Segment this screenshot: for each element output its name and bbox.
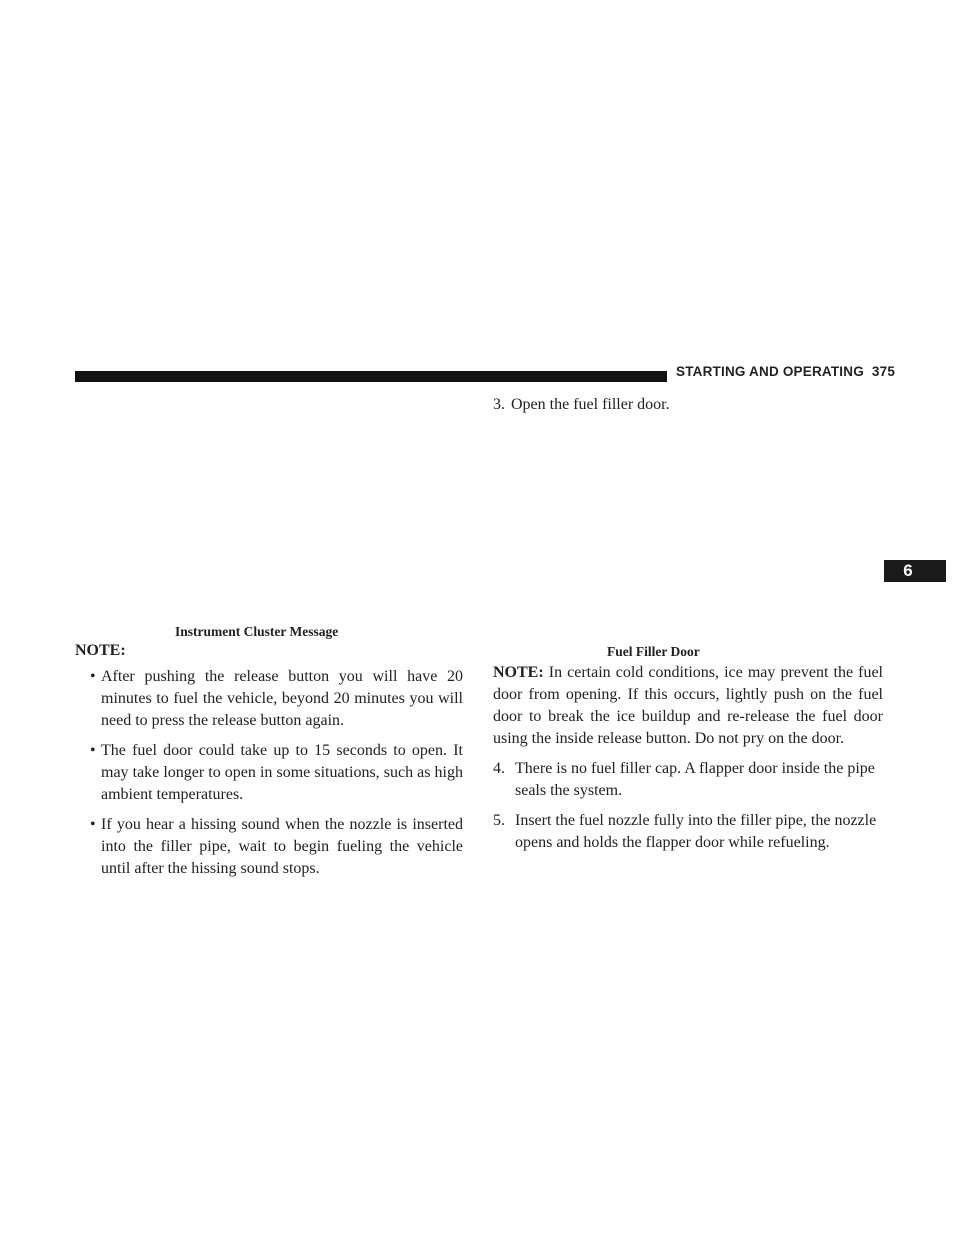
right-column — [493, 662, 883, 862]
step-number: 3. — [493, 396, 505, 413]
note-text: In certain cold conditions, ice may prevent the fuel door from opening. If this occurs, lightly push on the fuel door to break the ice buildup and re-release the fuel door using the inside release button. Do not pry on the door. — [493, 664, 884, 747]
note-bullet-list — [75, 666, 463, 880]
step-text: Insert the fuel nozzle fully into the filler pipe, the nozzle opens and holds the flapper door while refueling. — [515, 812, 877, 851]
note-bullet: • If you hear a hissing sound when the nozzle is inserted into the filler pipe, wait to begin fueling the vehicle until after the hissing sound stops. — [75, 814, 463, 880]
step-text: There is no fuel filler cap. A flapper door inside the pipe seals the system. — [515, 760, 875, 799]
section-title: STARTING AND OPERATING — [676, 364, 864, 379]
step-5 — [493, 810, 883, 854]
chapter-tab — [884, 560, 946, 582]
steps-list — [493, 758, 883, 854]
note-bullet: • The fuel door could take up to 15 seconds to open. It may take longer to open in some situations, such as high ambient temperatures. — [75, 740, 463, 806]
note-heading: NOTE: — [75, 642, 126, 659]
note-paragraph — [493, 662, 883, 750]
step-number: 5. — [493, 812, 505, 829]
chapter-number: 6 — [903, 561, 913, 580]
page-number: 375 — [871, 364, 896, 379]
step-text: Open the fuel filler door. — [511, 396, 670, 413]
note-bullet: • After pushing the release button you will have 20 minutes to fuel the vehicle, beyond 20 minutes you will need to press the release button again. — [75, 666, 463, 732]
step-3 — [493, 394, 670, 416]
step-number: 4. — [493, 760, 505, 777]
step-4 — [493, 758, 883, 802]
figure-caption-fuel-filler-door: Fuel Filler Door — [607, 644, 700, 659]
running-header — [676, 364, 895, 379]
figure-caption-instrument-cluster: Instrument Cluster Message — [175, 624, 339, 639]
header-rule — [75, 371, 667, 382]
left-column — [75, 640, 463, 888]
note-label: NOTE: — [493, 664, 544, 681]
